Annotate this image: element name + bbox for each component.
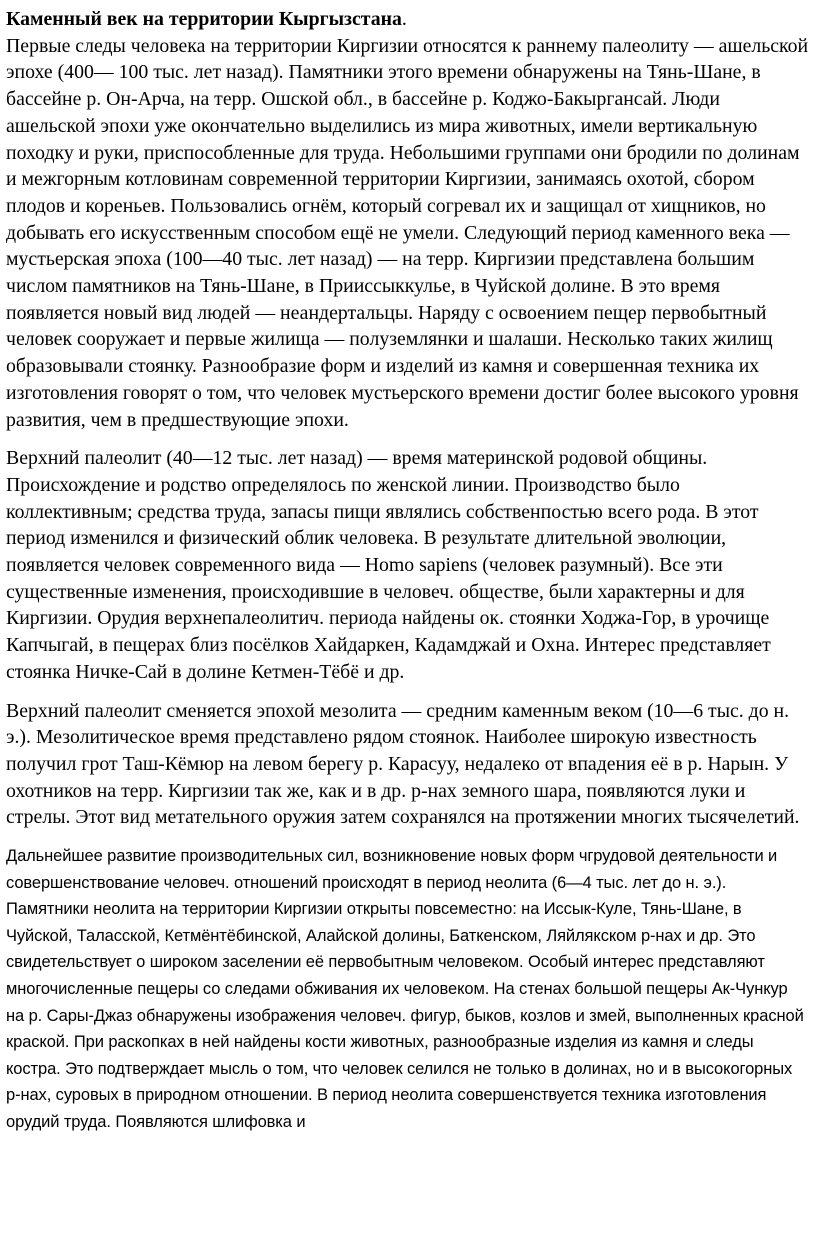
document-title: Каменный век на территории Кыргызстана	[6, 8, 402, 30]
title-period: .	[401, 8, 407, 30]
document-page	[6, 6, 810, 1136]
paragraph-3: Верхний палеолит сменяется эпохой мезолита — средним каменным веком (10—6 тыс. до н. э.). Мезолитическое время представлено рядом стоянок. Наиболее широкую известность получил грот Таш-Кёмюр на левом берегу р. Карасуу, недалеко от впадения её в р. Нарын. У охотников на терр. Киргизии так же, как и в др. р-нах земного шара, появляются луки и стрелы. Этот вид метательного оружия затем сохранялся на протяжении многих тысячелетий.	[6, 699, 800, 829]
paragraph-1	[6, 6, 810, 433]
paragraph-2: Верхний палеолит (40—12 тыс. лет назад) — время материнской родовой общины. Происхождение и родство определялось по женской линии. Производство было коллективным; средства труда, запасы пищи являлись собственпостью всего рода. В этот период изменился и физический облик человека. В результате длительной эволюции, появляется человек современного вида — Homo sapiens (человек разумный). Все эти существенные изменения, происходившие в человеч. обществе, были характерны и для Киргизии. Орудия верхнепалеолитич. периода найдены ок. стоянки Ходжа-Гор, в урочище Капчыгай, в пещерах близ посёлков Хайдаркен, Кадамджай и Охна. Интерес представляет стоянка Ничке-Сай в долине Кетмен-Тёбё и др.	[6, 447, 771, 683]
paragraph-1-text: Первые следы человека на территории Киргизии относятся к раннему палеолиту — ашельской эпохе (400— 100 тыс. лет назад). Памятники этого времени обнаружены на Тянь-Шане, в бассейне р. Он-Арча, на терр. Ошской обл., в бассейне р. Коджо-Бакыргансай. Люди ашельской эпохи уже окончательно выделились из мира животных, имели вертикальную походку и руки, приспособленные для труда. Небольшими группами они бродили по долинам и межгорным котловинам современной территории Киргизии, занимаясь охотой, сбором плодов и кореньев. Пользовались огнём, который согревал их и защищал от хищников, но добывать его искусственным способом ещё не умели. Следующий период каменного века — мустьерская эпоха (100—40 тыс. лет назад) — на терр. Киргизии представлена большим числом памятников на Тянь-Шане, в Прииссыккулье, в Чуйской долине. В это время появляется новый вид людей — неандертальцы. Наряду с освоением пещер первобытный человек сооружает и первые жилища — полуземлянки и шалаши. Несколько таких жилищ образовывали стоянку. Разнообразие форм и изделий из камня и совершенная техника их изготовления говорят о том, что человек мустьерского времени достиг более высокого уровня развития, чем в предшествующие эпохи.	[6, 34, 809, 431]
paragraph-4: Дальнейшее развитие производительных сил, возникновение новых форм чгрудовой деятельности и совершенствование человеч. отношений происходят в период неолита (6—4 тыс. лет до н. э.). Памятники неолита на территории Киргизии открыты повсеместно: на Иссык-Куле, Тянь-Шане, в Чуйской, Таласской, Кетмёнтёбинской, Алайской долины, Баткенском, Ляйлякском р-нах и др. Это свидетельствует о широком заселении её первобытным человеком. Особый интерес представляют многочисленные пещеры со следами обживания их человеком. На стенах большой пещеры Ак-Чункур на р. Сары-Джаз обнаружены изображения человеч. фигур, быков, козлов и змей, выполненных красной краской. При раскопках в ней найдены кости животных, разнообразные изделия из камня и следы костра. Это подтверждает мысль о том, что человек селился не только в долинах, но и в высокогорных р-нах, суровых в природном отношении. В период неолита совершенствуется техника изготовления орудий труда. Появляются шлифовка и	[6, 847, 804, 1132]
